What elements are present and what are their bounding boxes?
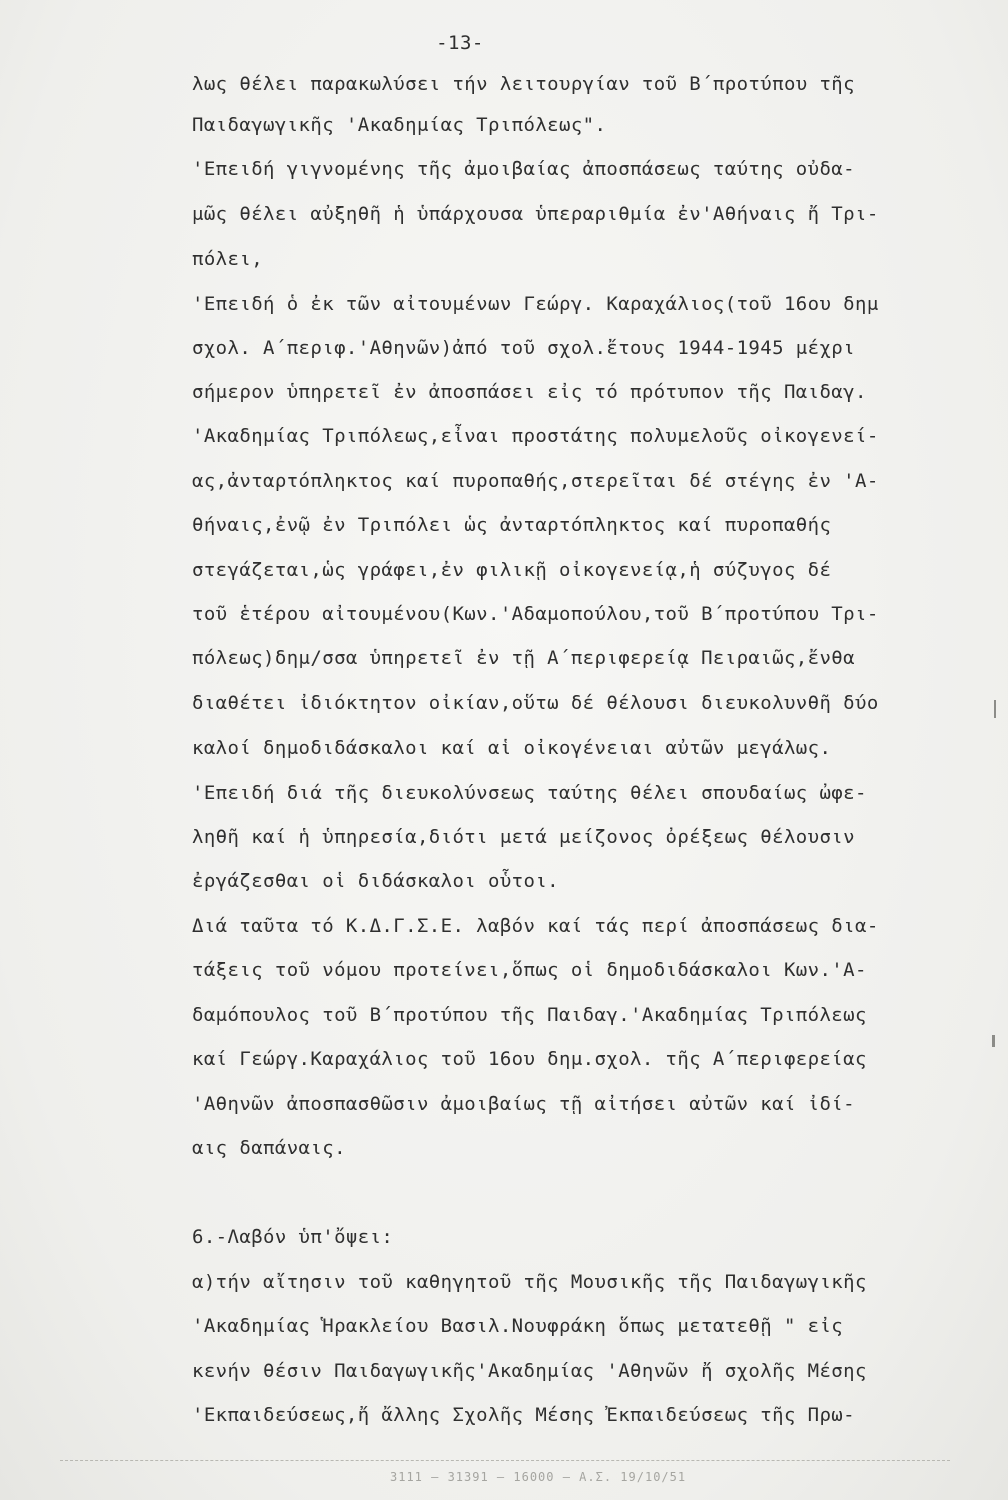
text-line: 'Αθηνῶν ἀποσπασθῶσιν ἀμοιβαίως τῇ αἰτήσει αὐτῶν καί ἰδί- [192, 1093, 855, 1115]
text-line: α)τήν αἴτησιν τοῦ καθηγητοῦ τῆς Μουσικῆς τῆς Παιδαγωγικῆς [192, 1271, 867, 1293]
text-line: κενήν θέσιν Παιδαγωγικῆς'Ακαδημίας 'Αθηνῶν ἤ σχολῆς Μέσης [192, 1360, 867, 1382]
margin-mark [994, 700, 996, 718]
text-line: στεγάζεται,ὡς γράφει,ἐν φιλικῇ οἰκογενείᾳ,ἡ σύζυγος δέ [192, 559, 832, 581]
text-line: σήμερον ὑπηρετεῖ ἐν ἀποσπάσει εἰς τό πρότυπον τῆς Παιδαγ. [192, 381, 867, 403]
text-line: 'Ακαδημίας Ἡρακλείου Βασιλ.Νουφράκη ὅπως μετατεθῇ " εἰς [192, 1315, 844, 1337]
text-line: 'Επειδή ὁ ἐκ τῶν αἰτουμένων Γεώργ. Καραχάλιος(τοῦ 16ου δημ [192, 293, 879, 315]
text-line: θήναις,ἐνῷ ἐν Τριπόλει ὡς ἀνταρτόπληκτος καί πυροπαθής [192, 514, 832, 536]
bottom-rule [60, 1460, 950, 1461]
margin-mark [992, 1035, 995, 1047]
text-line: 'Ακαδημίας Τριπόλεως,εἶναι προστάτης πολυμελοῦς οἰκογενεί- [192, 425, 879, 447]
text-line: μῶς θέλει αὐξηθῆ ἡ ὑπάρχουσα ὑπεραριθμία ἐν'Αθήναις ἤ Τρι- [192, 203, 879, 225]
text-line: καλοί δημοδιδάσκαλοι καί αἱ οἰκογένειαι αὐτῶν μεγάλως. [192, 737, 832, 759]
page-number: -13- [436, 32, 484, 54]
text-line: τάξεις τοῦ νόμου προτείνει,ὅπως οἱ δημοδιδάσκαλοι Κων.'Α- [192, 959, 867, 981]
footer-stamp: 3111 — 31391 — 16000 — Α.Σ. 19/10/51 [390, 1470, 687, 1484]
text-line: ληθῆ καί ἡ ὑπηρεσία,διότι μετά μείζονος ὀρέξεως θέλουσιν [192, 826, 855, 848]
text-line: 'Επειδή διά τῆς διευκολύνσεως ταύτης θέλει σπουδαίως ὠφε- [192, 782, 867, 804]
text-line: αις δαπάναις. [192, 1137, 346, 1159]
text-line: καί Γεώργ.Καραχάλιος τοῦ 16ου δημ.σχολ. τῆς Α΄περιφερείας [192, 1048, 867, 1070]
text-line: ἐργάζεσθαι οἱ διδάσκαλοι οὗτοι. [192, 870, 560, 892]
text-line: 'Επειδή γιγνομένης τῆς ἀμοιβαίας ἀποσπάσεως ταύτης οὐδα- [192, 158, 855, 180]
text-line: τοῦ ἑτέρου αἰτουμένου(Κων.'Αδαμοπούλου,τοῦ Β΄προτύπου Τρι- [192, 603, 879, 625]
text-line: σχολ. Α΄περιφ.'Αθηνῶν)ἀπό τοῦ σχολ.ἔτους 1944-1945 μέχρι [192, 337, 855, 359]
text-line: 6.-Λαβόν ὑπ'ὄψει: [192, 1226, 394, 1248]
text-line: πόλεως)δημ/σσα ὑπηρετεῖ ἐν τῇ Α΄περιφερείᾳ Πειραιῶς,ἔνθα [192, 647, 855, 669]
text-line: πόλει, [192, 248, 264, 270]
text-line: διαθέτει ἰδιόκτητον οἰκίαν,οὕτω δέ θέλουσι διευκολυνθῆ δύο [192, 692, 879, 714]
text-line: 'Εκπαιδεύσεως,ἤ ἄλλης Σχολῆς Μέσης Ἐκπαιδεύσεως τῆς Πρω- [192, 1404, 855, 1426]
text-line: Παιδαγωγικῆς 'Ακαδημίας Τριπόλεως". [192, 114, 607, 136]
text-line: λως θέλει παρακωλύσει τήν λειτουργίαν τοῦ Β΄προτύπου τῆς [192, 73, 855, 95]
text-line: ας,ἀνταρτόπληκτος καί πυροπαθής,στερεῖται δέ στέγης ἐν 'Α- [192, 470, 879, 492]
text-line: Διά ταῦτα τό Κ.Δ.Γ.Σ.Ε. λαβόν καί τάς περί ἀποσπάσεως δια- [192, 915, 879, 937]
text-line: δαμόπουλος τοῦ Β΄προτύπου τῆς Παιδαγ.'Ακαδημίας Τριπόλεως [192, 1004, 867, 1026]
